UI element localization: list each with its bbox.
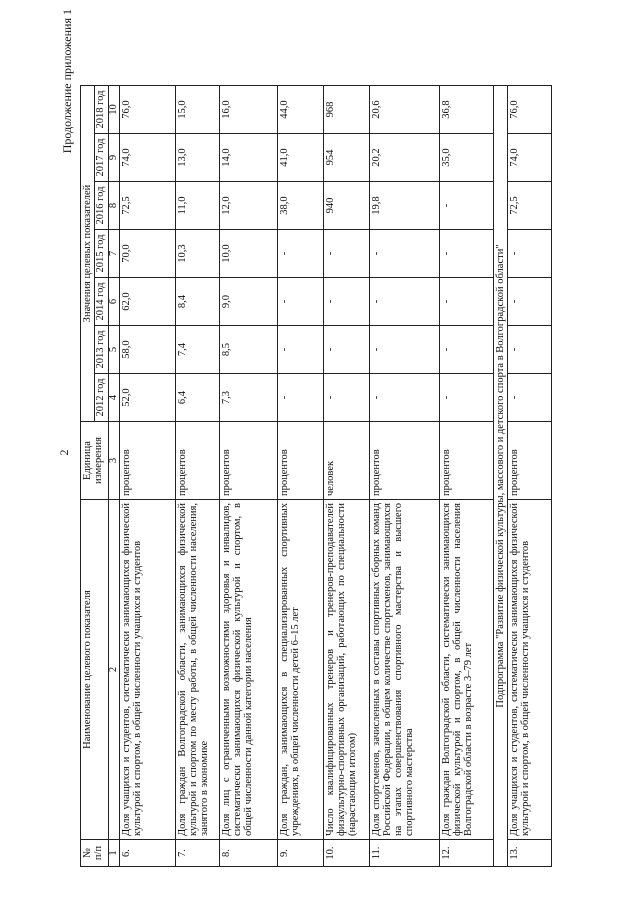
- table-row: [324, 86, 370, 867]
- indicator-unit: процентов: [176, 422, 220, 500]
- table-row: [278, 86, 324, 867]
- indicator-value: -: [324, 374, 370, 422]
- indicator-value: 70,0: [120, 230, 176, 278]
- indicator-value: 11,0: [176, 182, 220, 230]
- indicator-value: 44,0: [278, 86, 324, 134]
- indicator-value: -: [440, 374, 494, 422]
- indicator-value: -: [370, 230, 440, 278]
- table-row: [220, 86, 278, 867]
- header-year: 2012 год: [95, 374, 109, 422]
- indicator-value: 41,0: [278, 134, 324, 182]
- indicator-unit: человек: [324, 422, 370, 500]
- indicator-unit: процентов: [120, 422, 176, 500]
- header-year: 2017 год: [95, 134, 109, 182]
- column-number: 1: [108, 840, 120, 867]
- indicator-value: -: [440, 278, 494, 326]
- indicator-value: 15,0: [176, 86, 220, 134]
- indicator-value: -: [508, 230, 552, 278]
- indicator-value: 36,8: [440, 86, 494, 134]
- table-body: [120, 86, 552, 867]
- indicator-value: 14,0: [220, 134, 278, 182]
- indicator-unit: процентов: [440, 422, 494, 500]
- table-row: [370, 86, 440, 867]
- indicator-value: 10,3: [176, 230, 220, 278]
- subprogram-title: Подпрограмма "Развитие физической культуры, массового и детского спорта в Волгоградской области": [494, 86, 508, 867]
- column-number: 6: [108, 278, 120, 326]
- indicator-value: -: [370, 278, 440, 326]
- indicator-name: Доля граждан Волгоградской области, систематически занимающихся физической культурой и спортом, в общей численности населения Волгоградской области в возрасте 3–79 лет: [440, 500, 494, 840]
- header-num: № п/п: [81, 840, 109, 867]
- indicator-name: Число квалифицированных тренеров и тренеров-преподавателей физкультурно-спортивных организаций, работающих по специальности (нарастающим итогом): [324, 500, 370, 840]
- indicator-value: 72,5: [508, 182, 552, 230]
- indicator-value: 19,8: [370, 182, 440, 230]
- indicator-value: 940: [324, 182, 370, 230]
- column-number: 9: [108, 134, 120, 182]
- indicator-value: -: [278, 374, 324, 422]
- indicator-value: 35,0: [440, 134, 494, 182]
- indicator-value: -: [440, 230, 494, 278]
- row-number: 13.: [508, 840, 552, 867]
- indicator-value: 954: [324, 134, 370, 182]
- indicator-unit: процентов: [278, 422, 324, 500]
- row-number: 12.: [440, 840, 494, 867]
- indicator-value: 9,0: [220, 278, 278, 326]
- indicator-value: 76,0: [120, 86, 176, 134]
- header-year: 2018 год: [95, 86, 109, 134]
- indicator-name: Доля учащихся и студентов, систематически занимающихся физической культурой и спортом, в общей численности учащихся и студентов: [120, 500, 176, 840]
- indicator-value: -: [278, 278, 324, 326]
- page-number: 2: [57, 449, 71, 456]
- row-number: 9.: [278, 840, 324, 867]
- indicator-value: -: [440, 182, 494, 230]
- indicator-name: Доля граждан Волгоградской области, занимающихся физической культурой и спортом по месту работы, в общей численности населения, занятого в экономике: [176, 500, 220, 840]
- header-values-group: Значения целевых показателей: [81, 86, 95, 422]
- row-number: 8.: [220, 840, 278, 867]
- indicator-name: Доля учащихся и студентов, систематически занимающихся физической культурой и спортом, в общей численности учащихся и студентов: [508, 500, 552, 840]
- indicator-value: 12,0: [220, 182, 278, 230]
- indicator-value: 13,0: [176, 134, 220, 182]
- indicator-value: 58,0: [120, 326, 176, 374]
- indicator-value: 968: [324, 86, 370, 134]
- indicator-value: -: [278, 230, 324, 278]
- indicator-value: -: [508, 374, 552, 422]
- indicator-name: Доля лиц с ограниченными возможностями здоровья и инвалидов, систематически занимающихся физической культурой и спортом, в общей численности данной категории населения: [220, 500, 278, 840]
- header-unit: Единица измерения: [81, 422, 109, 500]
- header-year: 2013 год: [95, 326, 109, 374]
- indicator-value: -: [324, 326, 370, 374]
- indicator-value: -: [324, 230, 370, 278]
- indicator-value: 16,0: [220, 86, 278, 134]
- subprogram-row: [494, 86, 508, 867]
- column-number: 5: [108, 326, 120, 374]
- indicator-value: -: [324, 278, 370, 326]
- indicator-value: 7,4: [176, 326, 220, 374]
- header-year: 2014 год: [95, 278, 109, 326]
- indicator-value: -: [370, 374, 440, 422]
- indicator-value: 74,0: [508, 134, 552, 182]
- row-number: 10.: [324, 840, 370, 867]
- table-row: [440, 86, 494, 867]
- indicator-unit: процентов: [508, 422, 552, 500]
- indicator-value: 62,0: [120, 278, 176, 326]
- column-number: 10: [108, 86, 120, 134]
- indicator-value: 10,0: [220, 230, 278, 278]
- indicator-value: -: [440, 326, 494, 374]
- indicator-name: Доля спортсменов, зачисленных в составы спортивных сборных команд Российской Федерации, в общем количестве спортсменов, занимающихся на этапах совершенствования спортивного мастерства и высшего спортивного мастерства: [370, 500, 440, 840]
- indicator-value: 52,0: [120, 374, 176, 422]
- indicator-value: -: [508, 326, 552, 374]
- indicator-value: -: [508, 278, 552, 326]
- indicator-unit: процентов: [370, 422, 440, 500]
- indicator-value: 74,0: [120, 134, 176, 182]
- row-number: 11.: [370, 840, 440, 867]
- indicator-value: 20,2: [370, 134, 440, 182]
- indicator-value: 38,0: [278, 182, 324, 230]
- indicators-table: [80, 85, 552, 867]
- indicator-name: Доля граждан, занимающихся в специализированных спортивных учреждениях, в общей численности детей 6–15 лет: [278, 500, 324, 840]
- row-number: 7.: [176, 840, 220, 867]
- indicator-value: 6,4: [176, 374, 220, 422]
- indicator-value: -: [278, 326, 324, 374]
- indicator-value: 7,3: [220, 374, 278, 422]
- column-number: 3: [108, 422, 120, 500]
- header-year: 2016 год: [95, 182, 109, 230]
- row-number: 6.: [120, 840, 176, 867]
- table-row: [120, 86, 176, 867]
- indicator-value: 8,4: [176, 278, 220, 326]
- header-name: Наименование целевого показателя: [81, 500, 109, 840]
- indicator-value: 20,6: [370, 86, 440, 134]
- indicator-unit: процентов: [220, 422, 278, 500]
- column-number: 4: [108, 374, 120, 422]
- indicator-value: 72,5: [120, 182, 176, 230]
- continuation-note: Продолжение приложения 1: [60, 9, 74, 154]
- column-number: 7: [108, 230, 120, 278]
- indicator-value: 8,5: [220, 326, 278, 374]
- header-year: 2015 год: [95, 230, 109, 278]
- table-row: [176, 86, 220, 867]
- column-number: 2: [108, 500, 120, 840]
- table-row: [508, 86, 552, 867]
- header-column-numbers: [108, 86, 120, 867]
- indicator-value: -: [370, 326, 440, 374]
- column-number: 8: [108, 182, 120, 230]
- indicator-value: 76,0: [508, 86, 552, 134]
